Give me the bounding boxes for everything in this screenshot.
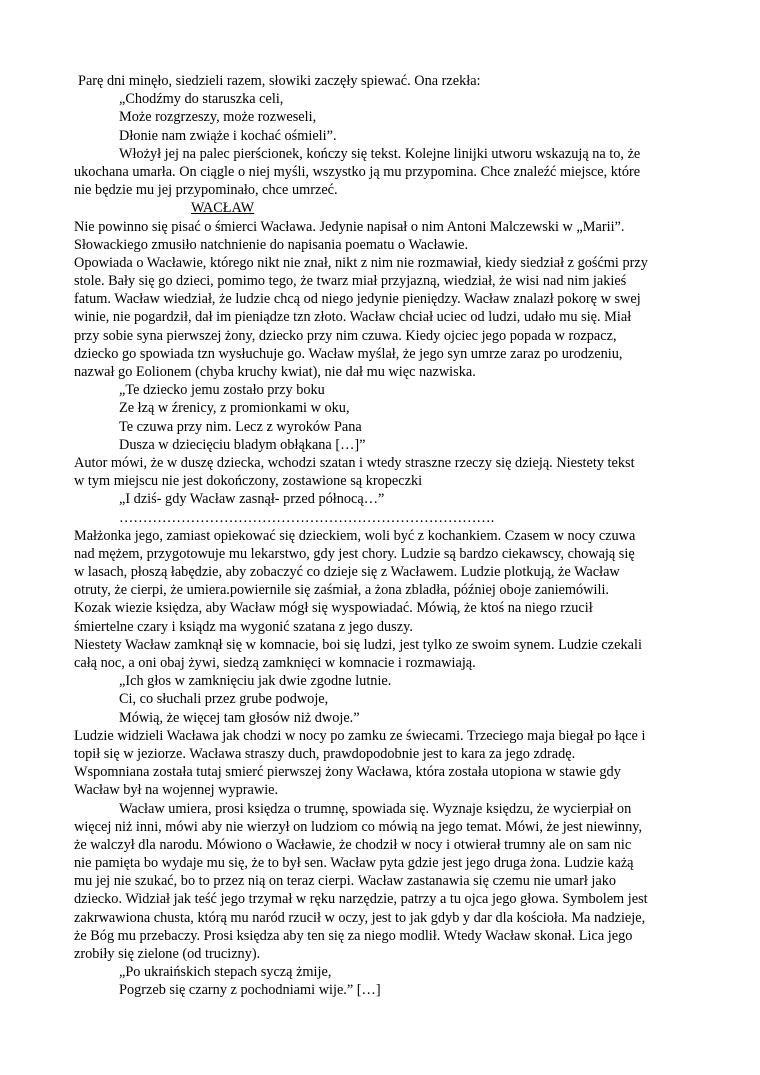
text-line: „Po ukraińskich stepach syczą żmije, — [119, 964, 332, 981]
text-line: Opowiada o Wacławie, którego nikt nie znał, nikt z nim nie rozmawiał, kiedy siedział z gośćmi przy — [74, 254, 648, 271]
text-line: ukochana umarła. On ciągle o niej myśli, wszystko ją mu przypomina. Chce znaleźć miejsce, które — [74, 163, 641, 180]
text-line: Te czuwa przy nim. Lecz z wyroków Pana — [119, 418, 362, 435]
text-line: śmiertelne czary i ksiądz ma wygonić szatana z jego duszy. — [74, 618, 413, 635]
text-line: Mówią, że więcej tam głosów niż dwoje.” — [119, 709, 360, 726]
text-line: całą noc, a oni obaj żywi, siedzą zamknięci w komnacie i rozmawiają. — [74, 655, 476, 671]
text-line: topił się w jeziorze. Wacława straszy duch, prawdopodobnie jest to kara za jego zdradę. — [74, 745, 576, 762]
text-line: w lasach, płoszą łabędzie, aby zobaczyć co dzieje się z Wacławem. Ludzie plotkują, że Wacław — [74, 564, 620, 581]
document-page — [74, 72, 694, 1000]
text-line: Może rozgrzeszy, może rozweseli, — [119, 109, 317, 126]
text-line: Wacław umiera, prosi księdza o trumnę, spowiada się. Wyznaje księdzu, że wycierpiał on — [119, 800, 632, 817]
text-line: „Te dziecko jemu zostało przy boku — [119, 382, 325, 399]
text-line: Dłonie nam zwiąże i kochać ośmieli”. — [119, 127, 337, 144]
text-line: nad mężem, przygotowuje mu lekarstwo, gdy jest chory. Ludzie są bardzo ciekawscy, chowają się — [74, 545, 635, 562]
text-line: nie pamięta bo wydaje mu się, że to był sen. Wacław pyta gdzie jest jego druga żona. Ludzie każą — [74, 855, 634, 872]
text-line: stole. Bały się go dzieci, pomimo tego, że twarz miał przyjazną, wiedział, że wisi nad nim jakieś — [74, 273, 627, 290]
text-line: Małżonka jego, zamiast opiekować się dzieckiem, woli być z kochankiem. Czasem w nocy czuwa — [74, 527, 636, 544]
text-line: że Bóg mu przebaczy. Prosi księdza aby ten się za niego modlił. Wtedy Wacław skonał. Lica jego — [74, 927, 633, 944]
text-line: Ludzie widzieli Wacława jak chodzi w nocy po zamku ze świecami. Trzeciego maja biegał po łące i — [74, 727, 646, 744]
text-line: dziecko. Widział jak teść jego trzymał w ręku narzędzie, patrzy a tu ojca jego głowa. Symbolem jest — [74, 891, 648, 908]
text-line: zakrwawiona chusta, którą mu naród rzucił w oczy, jest to jak gdyb y dar dla kościoła. Ma nadzieje, — [74, 909, 646, 926]
text-line: otruty, że cierpi, że umiera.powiernile się zaśmiał, a żona zbladła, później oboje zaniemówili. — [74, 582, 609, 599]
text-line: nie będzie mu jej przypominało, chce umrzeć. — [74, 182, 338, 199]
text-line: w tym miejscu nie jest dokończony, zostawione są kropeczki — [74, 473, 423, 490]
text-line: Pogrzeb się czarny z pochodniami wije.” […] — [119, 982, 381, 999]
text-line: że walczył dla narodu. Mówiono o Wacławie, że chodził w nocy i otwierał trumny ale on sam nic — [74, 836, 632, 853]
text-line: Nie powinno się pisać o śmierci Wacława. Jedynie napisał o nim Antoni Malczewski w „Marii”. — [74, 218, 625, 235]
text-line: Dusza w dziecięciu bladym obłąkana […]” — [119, 436, 366, 453]
text-line: Parę dni minęło, siedzieli razem, słowiki zaczęły spiewać. Ona rzekła: — [78, 73, 481, 89]
text-line: Autor mówi, że w duszę dziecka, wchodzi szatan i wtedy straszne rzeczy się dzieją. Niestety tekst — [74, 454, 635, 471]
text-line: więcej niż inni, mówi aby nie wierzył on ludziom co mówią na jego temat. Mówi, że jest niewinny, — [74, 818, 643, 835]
text-line: Kozak wiezie księdza, aby Wacław mógł się wyspowiadać. Mówią, że ktoś na niego rzucił — [74, 600, 593, 617]
text-line: „Chodźmy do staruszka celi, — [119, 91, 284, 108]
text-line: Ze łzą w źrenicy, z promionkami w oku, — [119, 400, 350, 417]
text-line: mu jej nie szukać, bo to przez nią on teraz cierpi. Wacław zastanawia się czemu nie umarł jako — [74, 873, 617, 890]
text-line: Włożył jej na palec pierścionek, kończy się tekst. Kolejne linijki utworu wskazują na to, że — [119, 145, 641, 162]
text-line: „Ich głos w zamknięciu jak dwie zgodne lutnie. — [119, 673, 392, 690]
section-heading: WACŁAW — [191, 200, 255, 217]
text-line: „I dziś- gdy Wacław zasnął- przed północą…” — [119, 491, 385, 508]
text-line: Słowackiego zmusiło natchnienie do napisania poematu o Wacławie. — [74, 236, 469, 253]
text-line: Ci, co słuchali przez grube podwoje, — [119, 691, 329, 708]
text-line: winie, nie pogardził, dał im pieniądze tzn złoto. Wacław chciał uciec od ludzi, udało mu się. Miał — [74, 309, 632, 326]
text-line: dziecko go spowiada tzn wysłuchuje go. Wacław myślał, że jego syn umrze zaraz po urodzeniu, — [74, 345, 623, 362]
text-line: Wacław był na wojennej wyprawie. — [74, 782, 279, 799]
text-line: przy sobie syna pierwszej żony, dziecko przy nim czuwa. Kiedy ojciec jego popada w rozpacz, — [74, 327, 617, 344]
text-line: Niestety Wacław zamknął się w komnacie, boi się ludzi, jest tylko ze swoim synem. Ludzie czekali — [74, 636, 642, 653]
text-line: fatum. Wacław wiedział, że ludzie chcą od niego jedynie pieniędzy. Wacław znalazł pokorę w swej — [74, 291, 641, 308]
text-line: nazwał go Eolionem (chyba kruchy kwiat), nie dał mu więc nazwiska. — [74, 364, 476, 380]
text-line: ……………………………………………………………………. — [119, 509, 495, 526]
text-line: Wspomniana została tutaj smierć pierwszej żony Wacława, która została utopiona w stawie gdy — [74, 764, 621, 781]
text-line: zrobiły się zielone (od trucizny). — [74, 946, 261, 962]
